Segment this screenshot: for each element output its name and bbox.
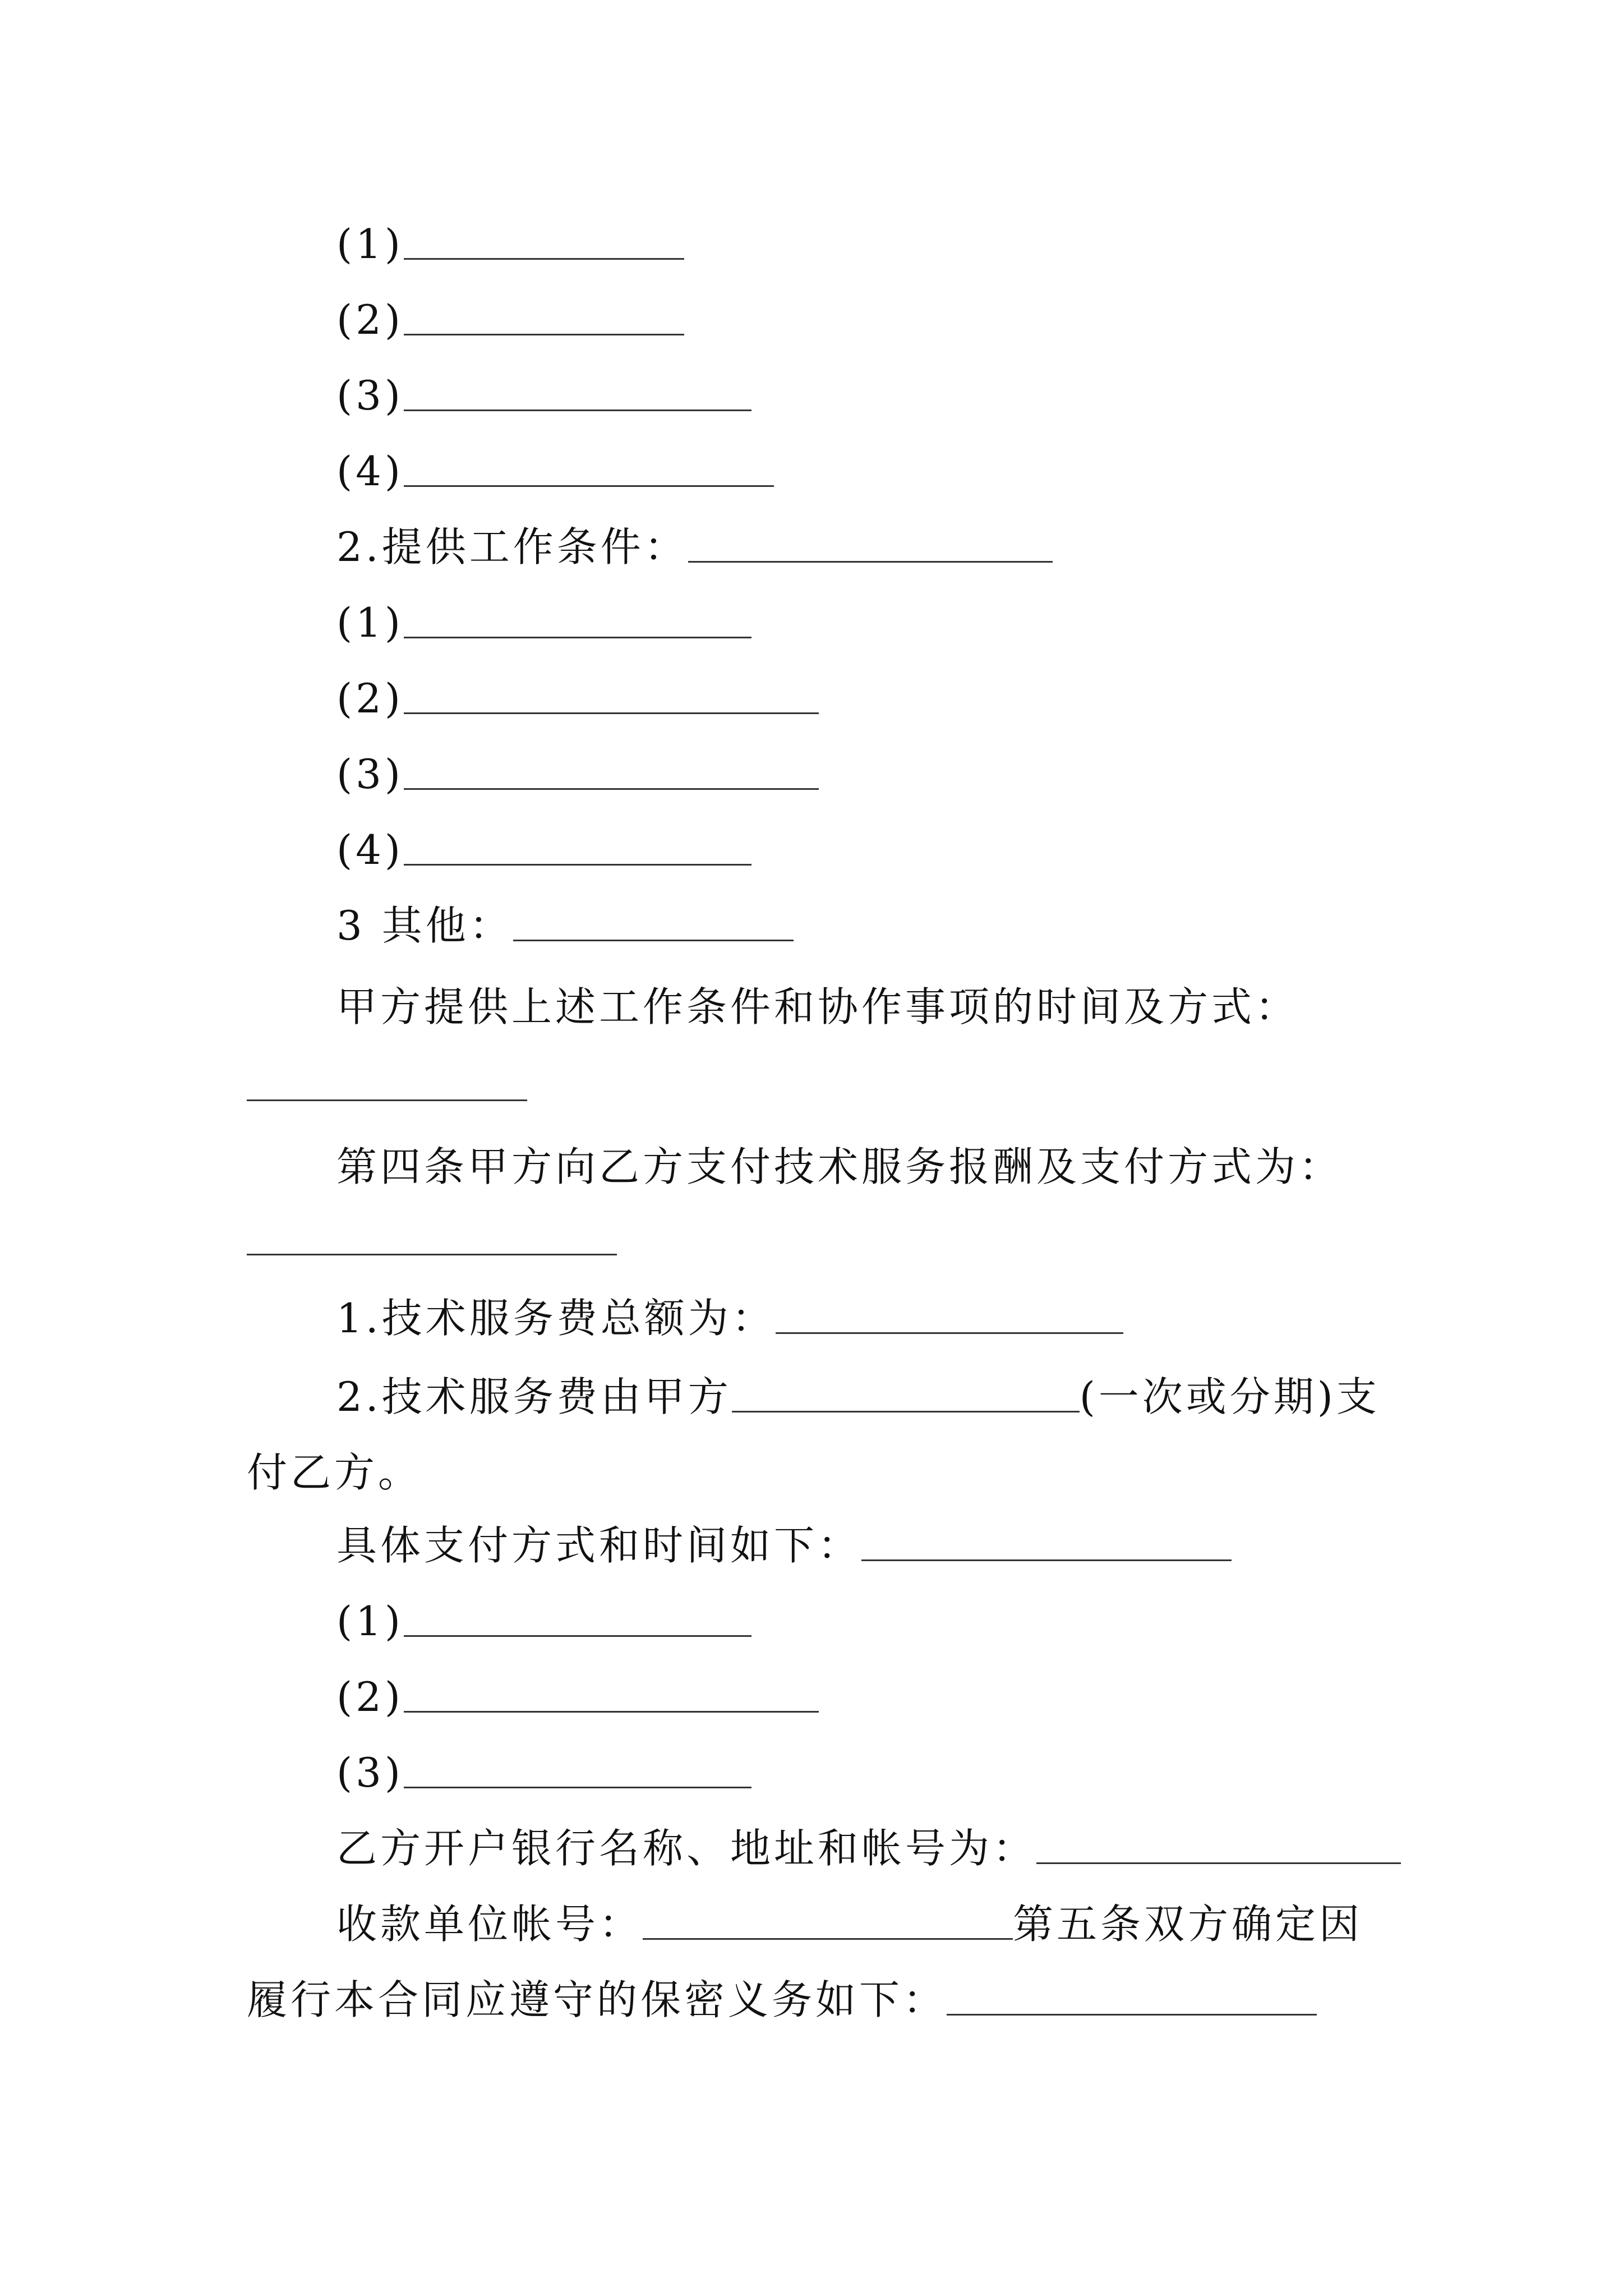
paragraph-text: 甲方提供上述工作条件和协作事项的时间及方式： xyxy=(336,983,1299,1030)
item-label: (1) xyxy=(336,220,404,268)
item-2 xyxy=(336,292,684,348)
item-label: (1) xyxy=(336,599,404,646)
item-label: (4) xyxy=(336,826,404,873)
account-line xyxy=(336,1896,1363,1952)
item-label: (4) xyxy=(336,448,404,495)
fill-in-blank[interactable] xyxy=(404,317,684,335)
item-4 xyxy=(336,443,774,499)
condition-2 xyxy=(336,670,819,726)
fill-in-blank[interactable] xyxy=(513,923,794,941)
item-label: (3) xyxy=(336,1749,404,1796)
bank-info-line xyxy=(336,1820,1401,1876)
fill-in-blank[interactable] xyxy=(404,771,819,790)
item-label: 1.技术服务费总额为： xyxy=(336,1295,776,1342)
item-label: (一次或分期)支 xyxy=(1079,1373,1380,1420)
item-label: (2) xyxy=(336,296,404,343)
condition-4 xyxy=(336,822,751,878)
fill-in-blank[interactable] xyxy=(947,1997,1317,2016)
item-label: 2.技术服务费由甲方 xyxy=(336,1373,732,1420)
item-label: 具体支付方式和时间如下： xyxy=(336,1522,862,1569)
item-label: (3) xyxy=(336,372,404,419)
item-label: 乙方开户银行名称、地址和帐号为： xyxy=(336,1825,1037,1872)
fill-in-blank[interactable] xyxy=(404,696,819,714)
item-label: (3) xyxy=(336,751,404,798)
item-label: 3 其他： xyxy=(336,902,513,949)
fill-in-blank[interactable] xyxy=(404,847,751,866)
paragraph-text: 第四条甲方向乙方支付技术服务报酬及支付方式为： xyxy=(336,1143,1343,1190)
item-1 xyxy=(336,216,684,272)
timing-paragraph xyxy=(336,979,1299,1035)
fill-in-blank[interactable] xyxy=(732,1394,1080,1412)
total-fee-line xyxy=(336,1290,1123,1346)
work-conditions-heading xyxy=(336,519,1053,575)
item-label: (2) xyxy=(336,675,404,722)
fill-in-blank[interactable] xyxy=(404,1618,751,1637)
item-label: (2) xyxy=(336,1673,404,1720)
fill-in-blank[interactable] xyxy=(404,620,751,638)
installment-line-continued xyxy=(247,1444,422,1501)
fill-in-blank[interactable] xyxy=(688,544,1053,563)
item-label: 履行本合同应遵守的保密义务如下： xyxy=(247,1976,947,2023)
fill-in-blank[interactable] xyxy=(247,1254,617,1255)
paragraph-text: 付乙方。 xyxy=(247,1449,422,1496)
other-heading xyxy=(336,898,794,954)
item-label: 收款单位帐号： xyxy=(336,1901,643,1948)
item-label: 第五条双方确定因 xyxy=(1013,1901,1363,1948)
payment-method-heading xyxy=(336,1517,1232,1573)
fill-in-blank[interactable] xyxy=(404,393,751,411)
fill-in-blank[interactable] xyxy=(404,468,774,487)
condition-3 xyxy=(336,746,819,802)
fill-in-blank[interactable] xyxy=(1036,1846,1401,1864)
method-2 xyxy=(336,1669,819,1725)
method-3 xyxy=(336,1745,751,1801)
installment-line xyxy=(336,1369,1380,1425)
item-3 xyxy=(336,367,751,424)
item-label: (1) xyxy=(336,1598,404,1645)
article-4-paragraph xyxy=(336,1139,1343,1195)
fill-in-blank[interactable] xyxy=(247,1099,527,1101)
fill-in-blank[interactable] xyxy=(404,1770,751,1788)
fill-in-blank[interactable] xyxy=(404,1694,819,1713)
method-1 xyxy=(336,1593,751,1649)
confidentiality-line xyxy=(247,1972,1317,2028)
condition-1 xyxy=(336,595,751,651)
fill-in-blank[interactable] xyxy=(776,1315,1123,1334)
fill-in-blank[interactable] xyxy=(861,1543,1232,1561)
fill-in-blank[interactable] xyxy=(404,241,684,260)
fill-in-blank[interactable] xyxy=(643,1921,1013,1940)
item-label: 2.提供工作条件： xyxy=(336,523,688,570)
